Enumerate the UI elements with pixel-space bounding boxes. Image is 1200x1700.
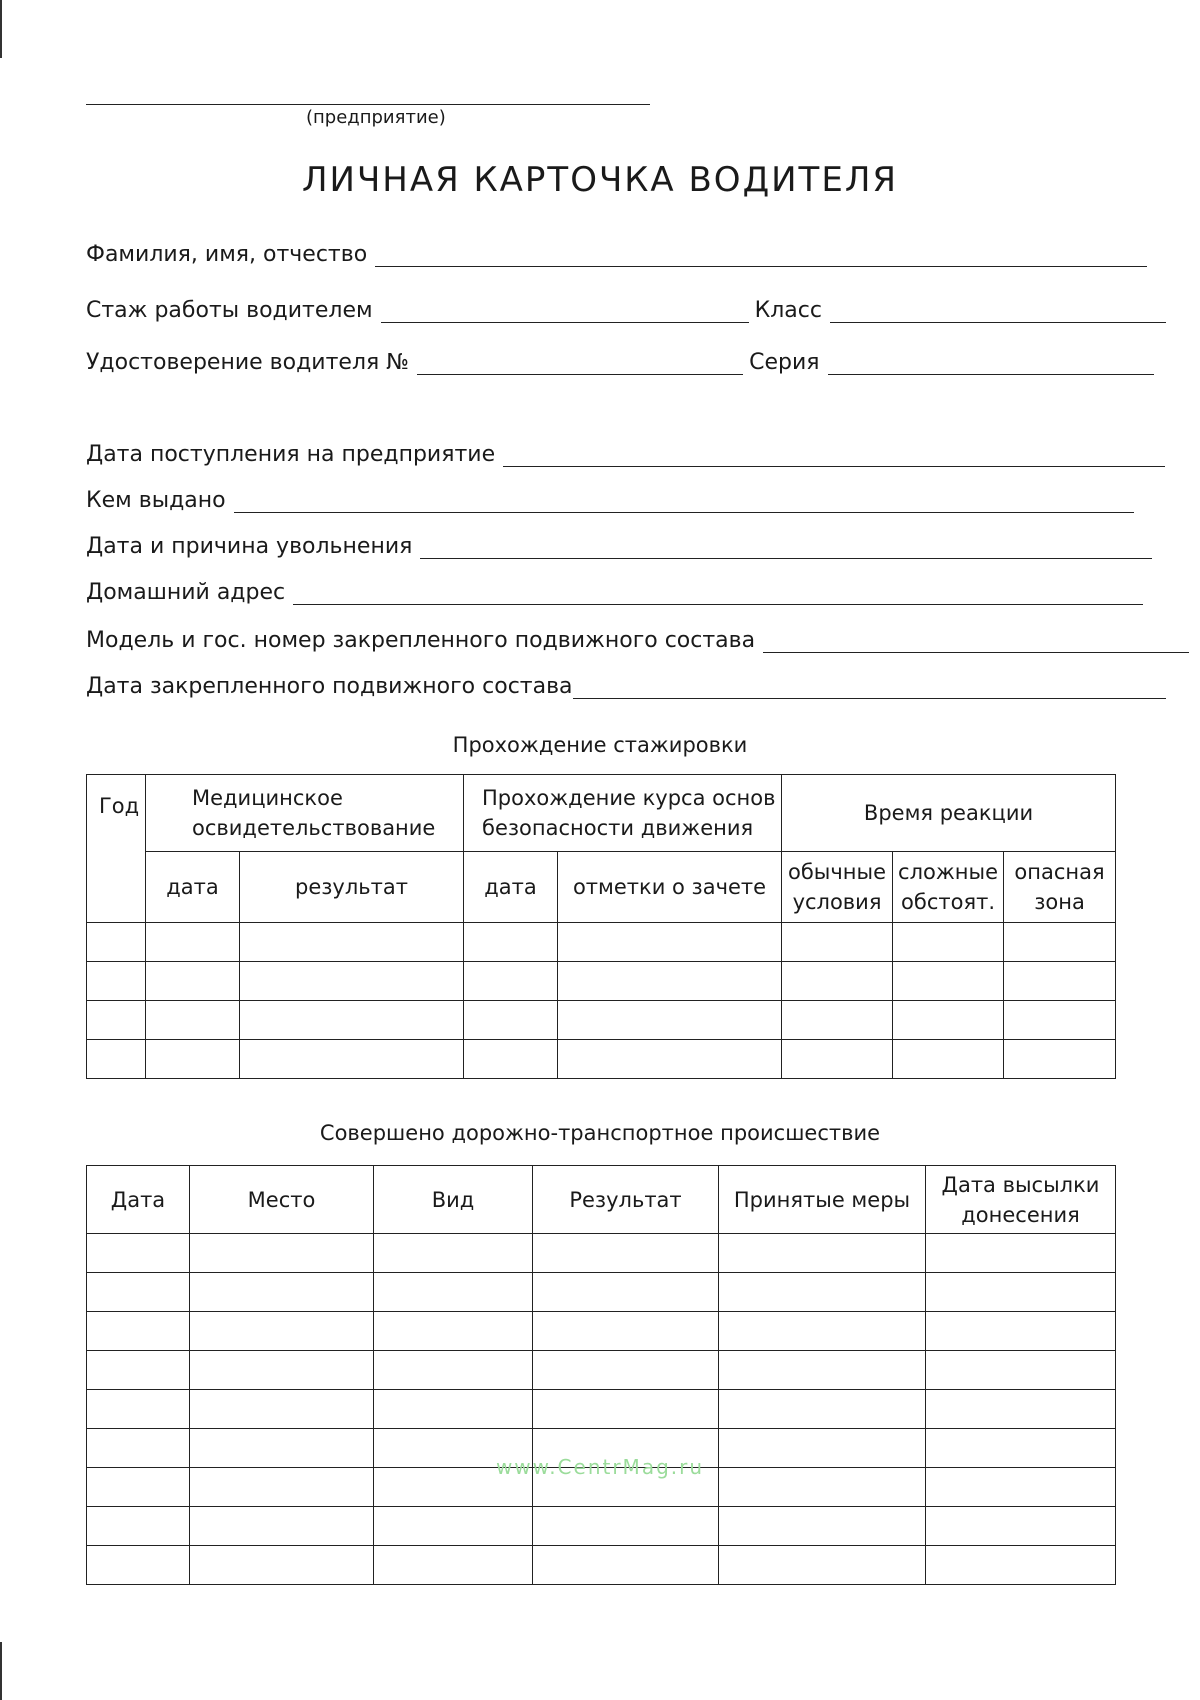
accidents-table-cell[interactable]	[719, 1312, 926, 1351]
accidents-table-cell[interactable]	[190, 1390, 374, 1429]
organization-caption: (предприятие)	[306, 107, 446, 128]
accidents-table-row	[87, 1273, 1116, 1312]
accidents-type-header: Вид	[374, 1166, 533, 1234]
training-course-header-line2: безопасности движения	[482, 816, 754, 840]
training-table-cell[interactable]	[464, 1040, 558, 1079]
vehicle-date-field[interactable]	[573, 676, 1166, 699]
accidents-table-cell[interactable]	[374, 1351, 533, 1390]
training-table-cell[interactable]	[464, 923, 558, 962]
training-table-cell[interactable]	[1004, 962, 1116, 1001]
accidents-table-cell[interactable]	[926, 1351, 1116, 1390]
training-table-cell[interactable]	[893, 923, 1004, 962]
training-caption: Прохождение стажировки	[452, 733, 748, 757]
accidents-table-cell[interactable]	[87, 1312, 190, 1351]
training-table-cell[interactable]	[558, 962, 782, 1001]
training-normal-header	[782, 852, 893, 923]
training-table-cell[interactable]	[558, 1001, 782, 1040]
vehicle-date-label: Дата закрепленного подвижного состава	[86, 674, 573, 699]
watermark: www.CentrMag.ru	[495, 1455, 705, 1479]
organization-blank-line[interactable]	[86, 104, 650, 105]
training-table-cell[interactable]	[146, 1040, 240, 1079]
experience-class-row	[86, 293, 1166, 323]
full-name-label: Фамилия, имя, отчество	[86, 242, 368, 267]
training-course-date-header: дата	[464, 852, 558, 923]
training-table-row	[87, 1001, 1116, 1040]
license-series-row	[86, 345, 1154, 375]
accidents-table-cell[interactable]	[87, 1390, 190, 1429]
training-table-row	[87, 923, 1116, 962]
series-label: Серия	[749, 350, 820, 375]
home-address-field[interactable]	[293, 582, 1143, 605]
accidents-table-cell[interactable]	[926, 1546, 1116, 1585]
experience-label: Стаж работы водителем	[86, 298, 373, 323]
accidents-table-cell[interactable]	[926, 1312, 1116, 1351]
accidents-table-cell[interactable]	[190, 1351, 374, 1390]
training-complex-line1: сложные	[898, 860, 998, 884]
accidents-table-row	[87, 1390, 1116, 1429]
training-table-cell[interactable]	[240, 962, 464, 1001]
dismissal-label: Дата и причина увольнения	[86, 534, 413, 559]
accidents-table-cell[interactable]	[190, 1312, 374, 1351]
vehicle-model-row	[86, 623, 1189, 653]
training-table-cell[interactable]	[893, 1040, 1004, 1079]
issued-by-row	[86, 483, 1134, 513]
training-medical-header	[146, 775, 464, 852]
license-number-field[interactable]	[417, 352, 743, 375]
training-table	[86, 774, 1116, 1079]
training-table-cell[interactable]	[146, 923, 240, 962]
accidents-table-cell[interactable]	[719, 1351, 926, 1390]
accidents-table-cell[interactable]	[719, 1273, 926, 1312]
training-table-cell[interactable]	[893, 962, 1004, 1001]
accidents-header-row	[87, 1166, 1116, 1234]
dismissal-field[interactable]	[420, 536, 1152, 559]
accidents-table-cell[interactable]	[190, 1273, 374, 1312]
accidents-table-row	[87, 1507, 1116, 1546]
training-complex-header	[893, 852, 1004, 923]
accidents-table-row	[87, 1546, 1116, 1585]
accidents-table-cell[interactable]	[926, 1390, 1116, 1429]
accidents-table-row	[87, 1234, 1116, 1273]
license-number-label: Удостоверение водителя №	[86, 350, 410, 375]
dismissal-row	[86, 529, 1152, 559]
training-table-body	[87, 923, 1116, 1079]
accidents-table-cell[interactable]	[374, 1390, 533, 1429]
accidents-measures-header: Принятые меры	[719, 1166, 926, 1234]
accidents-table-cell[interactable]	[719, 1234, 926, 1273]
training-table-cell[interactable]	[782, 923, 893, 962]
accidents-table-cell[interactable]	[87, 1351, 190, 1390]
document-title: ЛИЧНАЯ КАРТОЧКА ВОДИТЕЛЯ	[301, 160, 899, 200]
training-subheader-row	[87, 852, 1116, 923]
accidents-table-body	[87, 1234, 1116, 1585]
training-table-cell[interactable]	[464, 962, 558, 1001]
training-table-cell[interactable]	[558, 923, 782, 962]
accidents-table-cell[interactable]	[719, 1390, 926, 1429]
training-complex-line2: обстоят.	[901, 890, 995, 914]
vehicle-date-row	[86, 669, 1166, 699]
training-danger-header	[1004, 852, 1116, 923]
training-table-cell[interactable]	[782, 962, 893, 1001]
training-table-cell[interactable]	[240, 923, 464, 962]
training-table-cell[interactable]	[893, 1001, 1004, 1040]
training-table-row	[87, 962, 1116, 1001]
accidents-table-cell[interactable]	[87, 1273, 190, 1312]
accidents-table-cell[interactable]	[374, 1546, 533, 1585]
accidents-table-cell[interactable]	[533, 1312, 719, 1351]
series-field[interactable]	[828, 352, 1154, 375]
accidents-report-date-line1: Дата высылки	[941, 1172, 1100, 1197]
accidents-table-row	[87, 1312, 1116, 1351]
training-table-cell[interactable]	[1004, 923, 1116, 962]
hire-date-row	[86, 437, 1165, 467]
training-medical-header-line2: освидетельствование	[192, 816, 436, 840]
home-address-row	[86, 575, 1143, 605]
training-table-cell[interactable]	[146, 962, 240, 1001]
training-table-cell[interactable]	[146, 1001, 240, 1040]
vehicle-model-field[interactable]	[763, 630, 1189, 653]
accidents-table-cell[interactable]	[926, 1273, 1116, 1312]
accidents-table-cell[interactable]	[926, 1234, 1116, 1273]
training-table-cell[interactable]	[1004, 1040, 1116, 1079]
training-med-result-header: результат	[240, 852, 464, 923]
accidents-table-cell[interactable]	[719, 1507, 926, 1546]
accidents-table-cell[interactable]	[719, 1546, 926, 1585]
training-header-row	[87, 775, 1116, 852]
issued-by-field[interactable]	[234, 490, 1134, 513]
training-table-cell[interactable]	[1004, 1001, 1116, 1040]
accidents-table-cell[interactable]	[87, 1546, 190, 1585]
training-danger-line2: зона	[1034, 890, 1085, 914]
class-label: Класс	[754, 298, 822, 323]
accidents-table-cell[interactable]	[374, 1273, 533, 1312]
accidents-table-cell[interactable]	[374, 1234, 533, 1273]
issued-by-label: Кем выдано	[86, 488, 226, 513]
full-name-row	[86, 237, 1147, 267]
page-edge-mark-top	[0, 0, 2, 58]
class-field[interactable]	[830, 300, 1166, 323]
training-course-header	[464, 775, 782, 852]
accidents-report-date-header	[926, 1166, 1116, 1234]
training-danger-line1: опасная	[1014, 860, 1105, 884]
accidents-caption: Совершено дорожно-транспортное происшествие	[319, 1121, 881, 1145]
accidents-table-cell[interactable]	[533, 1234, 719, 1273]
accidents-table-cell[interactable]	[533, 1351, 719, 1390]
training-table-cell[interactable]	[87, 962, 146, 1001]
accidents-table-cell[interactable]	[190, 1507, 374, 1546]
accidents-table	[86, 1165, 1116, 1585]
accidents-table-cell[interactable]	[533, 1390, 719, 1429]
accidents-table-cell[interactable]	[926, 1507, 1116, 1546]
page-edge-mark-bottom	[0, 1642, 2, 1700]
training-table-cell[interactable]	[87, 1001, 146, 1040]
accidents-table-cell[interactable]	[533, 1273, 719, 1312]
hire-date-label: Дата поступления на предприятие	[86, 442, 496, 467]
training-table-cell[interactable]	[87, 923, 146, 962]
accidents-table-cell[interactable]	[533, 1546, 719, 1585]
training-normal-line2: условия	[792, 890, 882, 914]
accidents-table-cell[interactable]	[374, 1507, 533, 1546]
training-reaction-header: Время реакции	[782, 775, 1116, 852]
training-table-cell[interactable]	[87, 1040, 146, 1079]
accidents-table-cell[interactable]	[190, 1546, 374, 1585]
training-normal-line1: обычные	[788, 860, 887, 884]
training-course-marks-header: отметки о зачете	[558, 852, 782, 923]
vehicle-model-label: Модель и гос. номер закрепленного подвижного состава	[86, 628, 756, 653]
hire-date-field[interactable]	[503, 444, 1165, 467]
accidents-table-row	[87, 1351, 1116, 1390]
accidents-table-cell[interactable]	[533, 1507, 719, 1546]
training-table-cell[interactable]	[782, 1001, 893, 1040]
accidents-result-header: Результат	[533, 1166, 719, 1234]
full-name-field[interactable]	[375, 244, 1147, 267]
accidents-report-date-line2: донесения	[961, 1202, 1080, 1227]
training-table-cell[interactable]	[240, 1040, 464, 1079]
experience-field[interactable]	[381, 300, 749, 323]
training-table-cell[interactable]	[782, 1040, 893, 1079]
training-table-cell[interactable]	[558, 1040, 782, 1079]
accidents-table-cell[interactable]	[190, 1234, 374, 1273]
training-med-date-header: дата	[146, 852, 240, 923]
training-year-header: Год	[87, 775, 146, 923]
accidents-place-header: Место	[190, 1166, 374, 1234]
accidents-table-cell[interactable]	[87, 1234, 190, 1273]
training-course-header-line1: Прохождение курса основ	[482, 786, 776, 810]
accidents-table-cell[interactable]	[374, 1312, 533, 1351]
accidents-date-header: Дата	[87, 1166, 190, 1234]
training-table-cell[interactable]	[464, 1001, 558, 1040]
training-medical-header-line1: Медицинское	[192, 786, 343, 810]
home-address-label: Домашний адрес	[86, 580, 286, 605]
accidents-table-cell[interactable]	[87, 1507, 190, 1546]
training-table-cell[interactable]	[240, 1001, 464, 1040]
training-table-row	[87, 1040, 1116, 1079]
